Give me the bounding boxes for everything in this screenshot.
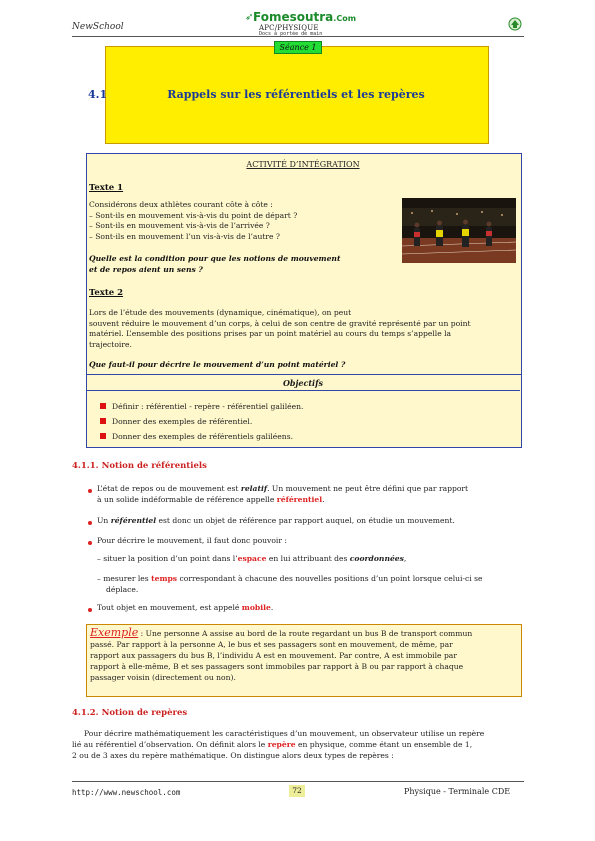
header-divider (72, 36, 524, 37)
dash-item-espace: – situer la position d’un point dans l’espace en lui attribuant des coordonnées, (97, 554, 407, 563)
texte1-body: Considérons deux athlètes courant côte à côte : – Sont-ils en mouvement vis-à-vis du point de départ ? – Sont-ils en mouvement vis-à-vis de l’arrivée ? – Sont-ils en mouvement l’un vis-à-vis de l’autre ? (89, 200, 298, 241)
athletes-photo (402, 198, 516, 263)
subsection-reperes-title: 4.1.2. Notion de repères (72, 708, 188, 718)
texte2-body: Lors de l’étude des mouvements (dynamique, cinématique), on peut souvent réduire le mouvement d’un corps, à celui de son centre de gravité représenté par un point matériel. L’ensemble des positions prises par un point matériel au cours du temps s’appelle la trajectoire. (89, 308, 471, 349)
activity-heading: ACTIVITÉ D’INTÉGRATION (246, 160, 360, 169)
paragraph-mobile: Tout objet en mouvement, est appelé mobile. (97, 603, 274, 612)
bullet-icon (88, 521, 92, 525)
exemple-label: Exemple (90, 626, 139, 639)
objectif-item: Définir : référentiel - repère - référentiel galiléen. (100, 402, 303, 411)
dash-item-temps: – mesurer les temps correspondant à chacune des nouvelles positions d’un point lorsque celui-ci se déplace. (97, 574, 483, 594)
red-square-icon (100, 418, 106, 424)
paragraph-decrire: Pour décrire le mouvement, il faut donc pouvoir : (97, 536, 287, 545)
section-title: Rappels sur les référentiels et les repères (167, 88, 425, 101)
athletes-image (402, 198, 516, 263)
texte1-title: Texte 1 (89, 183, 124, 193)
question-2: Que faut-il pour décrire le mouvement d’un point matériel ? (89, 360, 346, 369)
bullet-icon (88, 608, 92, 612)
red-square-icon (100, 433, 106, 439)
objectif-item: Donner des exemples de référentiel. (100, 417, 252, 426)
objectif-item: Donner des exemples de référentiels galiléens. (100, 432, 293, 441)
logo-tagline: Docs à portée de main (259, 31, 323, 37)
header-brand: NewSchool (72, 22, 124, 32)
swoosh-icon: ➶ (245, 12, 254, 23)
texte2-title: Texte 2 (89, 288, 124, 298)
bullet-icon (88, 541, 92, 545)
exemple-text: Exemple : Une personne A assise au bord de la route regardant un bus B de transport commun passé. Par rapport à la personne A, le bus et ses passagers sont en mouvement, de même, par rapport aux passagers du bus B, l’individu A est en mouvement. Par contre, A est immobile par rapport à elle-même, B et ses passagers sont immobiles par rapport à B ou par rapport à chaque passager voisin (directement ou non). (90, 626, 473, 682)
paragraph-reperes: Pour décrire mathématiquement les caractéristiques d’un mouvement, un observateur utilise un repère lié au référentiel d’observation. On définit alors le repère en physique, comme étant un ensemble de 1, 2 ou de 3 axes du repère mathématique. On distingue alors deux types de repères : (72, 729, 485, 760)
paragraph-referentiel-def: Un référentiel est donc un objet de référence par rapport auquel, on étudie un mouvement. (97, 516, 455, 525)
footer-url-link[interactable]: http://www.newschool.com (72, 788, 181, 797)
objectifs-divider (86, 390, 520, 391)
subsection-referentiels-title: 4.1.1. Notion de référentiels (72, 461, 207, 471)
logo-title: Fomesoutra.Com (253, 10, 357, 24)
bullet-icon (88, 489, 92, 493)
question-1: Quelle est la condition pour que les notions de mouvement et de repos aient un sens ? (89, 254, 341, 274)
logo-subtitle: APC/PHYSIQUE (259, 24, 319, 32)
seance-tag: Séance 1 (274, 41, 322, 54)
objectifs-title: Objectifs (282, 378, 324, 388)
page-number: 72 (289, 785, 305, 797)
school-emblem-icon (508, 17, 522, 31)
paragraph-etat-repos: L’état de repos ou de mouvement est relatif. Un mouvement ne peut être défini que par rapport à un solide indéformable de référence appelle référentiel. (97, 484, 469, 504)
footer-course: Physique - Terminale CDE (404, 787, 511, 796)
fomesoutra-logo[interactable] (245, 10, 365, 36)
section-number: 4.1 (88, 88, 108, 101)
red-square-icon (100, 403, 106, 409)
footer-divider (72, 781, 524, 782)
